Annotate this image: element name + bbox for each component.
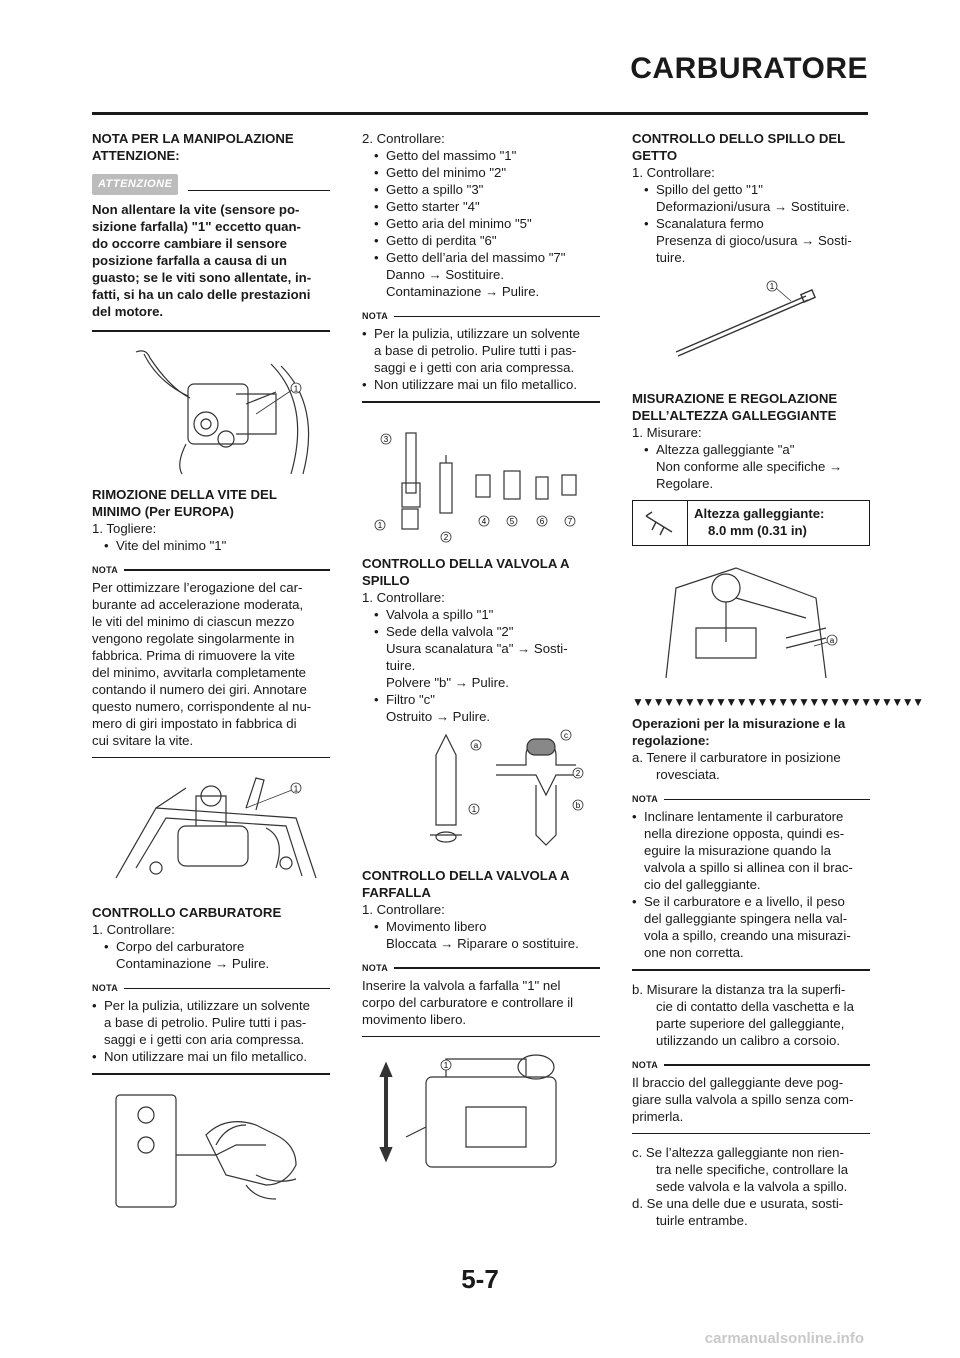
callout-1: 1 (377, 520, 383, 530)
callout-1: 1 (471, 804, 477, 814)
bullet-sub: Usura scanalatura "a" → Sosti- (386, 640, 568, 656)
bullet: • Getto del minimo "2" (362, 164, 600, 181)
step: 1. Controllare: (362, 901, 445, 917)
procedure-start-marker: ▼▼▼▼▼▼▼▼▼▼▼▼▼▼▼▼▼▼▼▼▼▼▼▼▼▼▼▼ (632, 695, 923, 709)
note-text: Inserire la valvola a farfalla "1" nel corpo del carburatore e controllare il movimento libero. (362, 977, 574, 1027)
bullet-sub: tuire. (386, 657, 416, 673)
section-heading: GETTO (632, 148, 678, 163)
step: d. Se una delle due e usurata, sosti- (632, 1196, 844, 1211)
column-2 (362, 130, 600, 1177)
section-heading: MISURAZIONE E REGOLAZIONE (632, 391, 838, 406)
callout-c: c (564, 730, 568, 740)
column-3: CONTROLLO DELLO SPILLO DEL GETTO 1. Controllare: • Spillo del getto "1" Deformazioni/usura → Sostituire. • Scanalatura fermo Presenza di gioco/usura → Sosti- tuire. 1 MISURAZIONE E REGOLAZIONE DELL’ALTEZZA GALLEGGIANTE 1. Misurare: • Altezza galleggiante "a" Non conforme alle specifiche → Regolare. Altezza galleggiante: 8.0 mm (0.31 in) a ▼▼▼▼▼▼▼▼▼▼▼▼▼▼▼▼▼▼▼▼▼▼▼▼▼▼▼▼ Operazioni per la misurazione e la regolazione: a. Tenere il carburatore in posizione rovesciata. NOTA • Inclinare lentamente il carburatore nella direzione opposta, quindi es- eguire la misurazione quando la valvola a spillo si allinea con il brac- cio del galleggiante. • Se il carburatore e a livello, il peso del galleggiante spingera nella val- vola a spillo, creando una misurazi- one non corretta. b. Misurare la distanza tra la superfi- cie di contatto della vaschetta e la parte superiore del galleggiante, utilizzando un calibro a corsoio. NOTA Il braccio del galleggiante deve pog- giare sulla valvola a spillo senza com- primerla. c. Se l’altezza galleggiante non rien- tra nelle specifiche, controllare la sede valvola e la valvola a spillo. d. Se una delle due e usurata, sosti- tuirle entrambe. (632, 130, 870, 1229)
bullet: • Corpo del carburatore (92, 938, 330, 955)
bullet-sub: Regolare. (656, 476, 714, 491)
section-heading: CONTROLLO DELLO SPILLO DEL (632, 131, 846, 146)
bullet-sub: Non conforme alle specifiche → (656, 459, 843, 474)
step: 1. Controllare: (362, 589, 445, 605)
carburetor-cleaning-figure (96, 1085, 326, 1213)
bullet: • Getto di perdita "6" (362, 232, 600, 249)
callout-2: 2 (443, 532, 449, 542)
callout-1: 1 (293, 384, 299, 393)
step: a. Tenere il carburatore in posizione (632, 750, 841, 765)
bullet-sub: Contaminazione → Pulire. (116, 956, 270, 971)
callout-2: 2 (575, 768, 581, 778)
page-title: CARBURATORE (630, 52, 868, 85)
spec-label: Altezza galleggiante: (694, 506, 825, 521)
note-text: Per ottimizzare l’erogazione del car- burante ad accelerazione moderata, le viti del minimo di ciascun mezzo vengono regolate singolarmente in fabbrica. Prima di rimuovere la vite del minimo, avvitarla completamente contando il numero dei giri. Annotare questo numero, corrispondente al nu- mero di giri impostato in fabbrica di cui svitare la vite. (92, 579, 312, 748)
watermark: carmanualsonline.info (704, 1330, 864, 1347)
note-text: • Inclinare lentamente il carburatore nella direzione opposta, quindi es- eguire la misurazione quando la valvola a spillo si allinea con il brac- cio del galleggiante. • Se il carburatore e a livello, il peso del galleggiante spingera nella val- vola a spillo, creando una misurazi- one non corretta. (632, 808, 870, 961)
section-heading: DELL’ALTEZZA GALLEGGIANTE (632, 408, 837, 423)
note-header: NOTA (362, 308, 600, 325)
section-heading: CONTROLLO DELLA VALVOLA A (362, 555, 570, 571)
step: 2. Controllare: (362, 131, 445, 146)
bullet: • Getto starter "4" (362, 198, 600, 215)
note-header: NOTA (92, 980, 330, 997)
step: 1. Togliere: (92, 520, 157, 536)
note-text: • Per la pulizia, utilizzare un solvente a base di petrolio. Pulire tutti i pas- saggi e i getti con aria compressa. • Non utilizzare mai un filo metallico. (92, 997, 330, 1065)
spec-value: 8.0 mm (0.31 in) (708, 523, 807, 538)
bullet: • Valvola a spillo "1" (362, 606, 600, 623)
callout-a: a (829, 636, 835, 645)
callout-4: 4 (481, 516, 487, 526)
bullet: • Scanalatura fermo (632, 215, 870, 232)
section-heading: CONTROLLO CARBURATORE (92, 905, 282, 920)
caliper-icon (633, 501, 688, 545)
section-heading: MINIMO (Per EUROPA) (92, 503, 234, 519)
warning-text: Non allentare la vite (sensore po- sizione farfalla) "1" eccetto quan- do occorre cambiare il sensore posizione farfalla a causa di un guasto; se le viti sono allentate, in- fatti, si ha un calo delle prestazioni del motore. (92, 202, 312, 319)
bullet: • Getto a spillo "3" (362, 181, 600, 198)
callout-6: 6 (539, 516, 545, 526)
needle-valve-figure (366, 725, 596, 855)
bullet-sub: tuire. (656, 250, 686, 265)
section-heading: NOTA PER LA MANIPOLAZIONE (92, 131, 294, 146)
jets-figure (366, 413, 596, 543)
bullet: • Spillo del getto "1" (632, 181, 870, 198)
bullet: • Filtro "c" (362, 691, 600, 708)
callout-3: 3 (383, 434, 389, 444)
throttle-sensor-figure (96, 344, 326, 474)
bullet: • Getto del massimo "1" (362, 147, 600, 164)
section-heading: RIMOZIONE DELLA VITE DEL (92, 486, 277, 502)
section-heading: SPILLO (362, 572, 410, 588)
callout-1: 1 (293, 784, 299, 794)
step: 1. Controllare: (92, 922, 175, 937)
throttle-valve-figure (366, 1047, 596, 1177)
bullet: • Movimento libero (362, 918, 600, 935)
bullet-sub: Danno → Sostituire. (386, 267, 505, 282)
carburetor-top-figure (96, 768, 326, 892)
callout-1: 1 (443, 1061, 449, 1070)
bullet-sub: Contaminazione → Pulire. (386, 284, 540, 299)
title-rule (92, 112, 868, 115)
callout-5: 5 (509, 516, 515, 526)
callout-b: b (575, 800, 581, 810)
section-heading: Operazioni per la misurazione e la (632, 716, 846, 731)
note-header: NOTA (632, 1057, 870, 1074)
note-header: NOTA (362, 960, 600, 977)
bullet: • Vite del minimo "1" (92, 537, 330, 554)
section-heading: ATTENZIONE: (92, 148, 180, 163)
warning-header (92, 174, 330, 195)
section-heading: CONTROLLO DELLA VALVOLA A (362, 867, 570, 883)
step: c. Se l’altezza galleggiante non rien- (632, 1145, 844, 1160)
bullet-sub: Deformazioni/usura → Sostituire. (656, 199, 850, 214)
bullet-sub: Presenza di gioco/usura → Sosti- (656, 233, 852, 248)
float-height-figure (636, 558, 866, 688)
note-header: NOTA (632, 791, 870, 808)
step: 1. Controllare: (632, 165, 715, 180)
callout-7: 7 (567, 516, 573, 526)
step: 1. Misurare: (632, 425, 702, 440)
note-header: NOTA (92, 562, 330, 579)
bullet: • Getto aria del minimo "5" (362, 215, 600, 232)
bullet-sub: Polvere "b" → Pulire. (386, 674, 509, 690)
page-number: 5-7 (461, 1264, 499, 1294)
note-text: Il braccio del galleggiante deve pog- giare sulla valvola a spillo senza com- primerla. (632, 1074, 854, 1124)
bullet-sub: Bloccata → Riparare o sostituire. (386, 935, 579, 951)
jet-needle-figure (636, 266, 866, 390)
callout-1: 1 (769, 282, 775, 291)
bullet: • Sede della valvola "2" (362, 623, 600, 640)
section-heading: regolazione: (632, 733, 710, 748)
section-heading: FARFALLA (362, 884, 431, 900)
bullet-sub: Ostruito → Pulire. (386, 708, 491, 724)
bullet: • Altezza galleggiante "a" (632, 441, 870, 458)
spec-box (632, 500, 870, 546)
step: b. Misurare la distanza tra la superfi- (632, 981, 846, 997)
note-text: • Per la pulizia, utilizzare un solvente a base di petrolio. Pulire tutti i pas- saggi e i getti con aria compressa. • Non utilizzare mai un filo metallico. (362, 325, 600, 393)
bullet: • Getto dell’aria del massimo "7" (362, 249, 600, 266)
callout-a: a (473, 740, 479, 750)
warning-badge: ATTENZIONE (92, 174, 178, 195)
column-1 (92, 130, 330, 1213)
step-cont: rovesciata. (656, 767, 720, 782)
